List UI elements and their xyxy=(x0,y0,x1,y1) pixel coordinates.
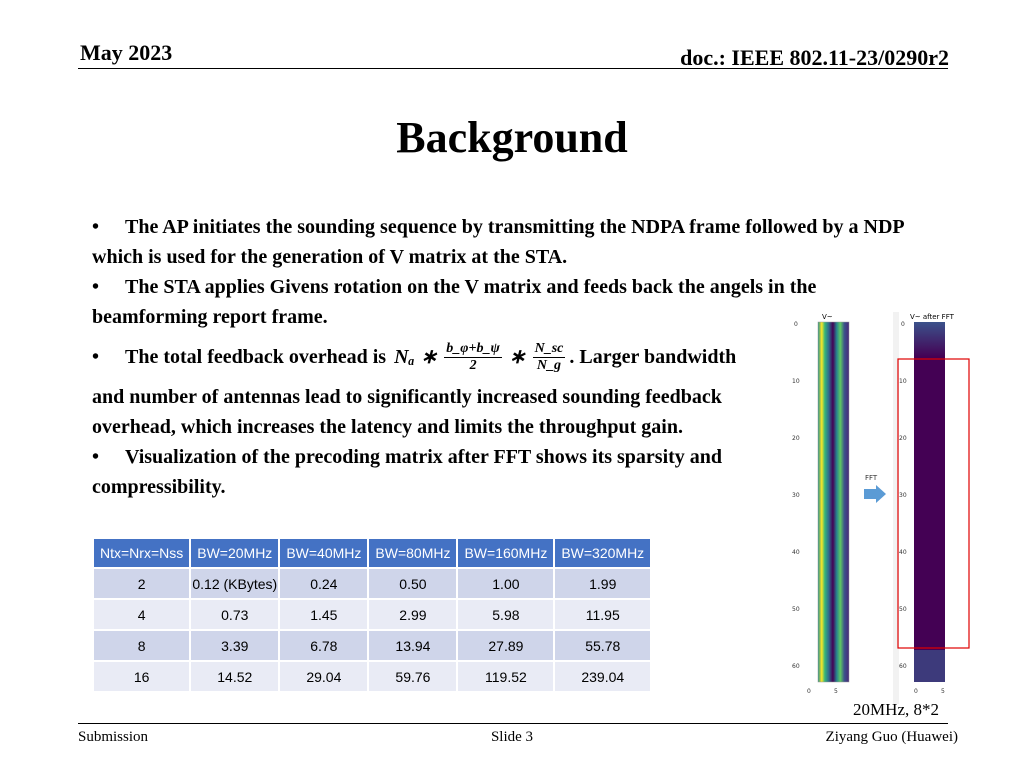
y-tick-label: 50 xyxy=(899,606,907,613)
bullet-3-continuation: and number of antennas lead to significantly increased sounding feedback overhead, which increases the latency and limits the throughput gain. xyxy=(92,386,722,438)
table-header-cell: BW=20MHz xyxy=(191,539,278,567)
header-doc-id: doc.: IEEE 802.11-23/0290r2 xyxy=(680,45,949,70)
y-tick-label: 10 xyxy=(899,378,907,385)
table-header-cell: BW=40MHz xyxy=(280,539,367,567)
right-heatmap-bottom-band xyxy=(914,650,945,682)
table-header-cell: BW=160MHz xyxy=(458,539,553,567)
left-heatmap xyxy=(818,322,849,682)
right-heatmap xyxy=(914,322,945,682)
footer-submission: Submission xyxy=(78,729,149,745)
y-tick-label: 40 xyxy=(899,549,907,556)
x-tick-label: 0 xyxy=(807,688,811,695)
table-cell: 5.98 xyxy=(458,600,553,629)
bullet-dot: • xyxy=(92,216,100,238)
table-cell: 1.00 xyxy=(458,569,553,598)
fft-arrow-icon xyxy=(864,485,886,503)
table-cell: 1.99 xyxy=(555,569,650,598)
y-tick-label: 20 xyxy=(792,435,800,442)
bullet-1 xyxy=(92,212,922,272)
fraction-denominator: N_g xyxy=(536,357,562,373)
y-tick-label: 60 xyxy=(899,663,907,670)
table-cell: 55.78 xyxy=(555,631,650,660)
table-cell: 6.78 xyxy=(280,631,367,660)
fft-label: FFT xyxy=(865,474,878,482)
bullet-4-text: Visualization of the precoding matrix after FFT shows its sparsity and compressibility. xyxy=(92,446,723,498)
table-row xyxy=(94,662,650,691)
y-tick-label: 30 xyxy=(899,492,907,499)
footer-divider xyxy=(78,723,948,724)
table-cell: 14.52 xyxy=(191,662,278,691)
right-y-axis xyxy=(899,321,907,670)
bullet-3-prefix: The total feedback overhead is xyxy=(125,346,387,368)
bullet-4 xyxy=(92,442,772,502)
y-tick-label: 10 xyxy=(792,378,800,385)
table-row xyxy=(94,631,650,660)
table-cell: 2.99 xyxy=(369,600,456,629)
footer-slide-number: Slide 3 xyxy=(490,729,534,745)
table-cell: 16 xyxy=(94,662,189,691)
bullet-1-text: The AP initiates the sounding sequence by transmitting the NDPA frame followed by a NDP which is used for the generation of V matrix at the STA. xyxy=(92,216,904,268)
table-cell: 59.76 xyxy=(369,662,456,691)
table-header-cell: Ntx=Nrx=Nss xyxy=(94,539,189,567)
bullet-dot: • xyxy=(92,446,100,468)
table-row xyxy=(94,600,650,629)
table-cell: 1.45 xyxy=(280,600,367,629)
y-tick-label: 20 xyxy=(899,435,907,442)
table-cell: 27.89 xyxy=(458,631,553,660)
table-cell: 29.04 xyxy=(280,662,367,691)
y-tick-label: 0 xyxy=(794,321,798,328)
right-heatmap-title: V~ after FFT xyxy=(910,313,954,321)
formula-times: ∗ xyxy=(420,346,438,368)
table-cell: 4 xyxy=(94,600,189,629)
formula-times: ∗ xyxy=(508,346,526,368)
table-cell: 8 xyxy=(94,631,189,660)
table-cell: 2 xyxy=(94,569,189,598)
table-cell: 11.95 xyxy=(555,600,650,629)
fraction-denominator: 2 xyxy=(469,357,477,373)
table-cell: 239.04 xyxy=(555,662,650,691)
table-header-cell: BW=320MHz xyxy=(555,539,650,567)
table-header-row xyxy=(94,539,650,567)
x-tick-label: 5 xyxy=(834,688,838,695)
table-row xyxy=(94,569,650,598)
left-y-axis xyxy=(792,321,800,670)
bullet-dot: • xyxy=(92,276,100,298)
table-header-cell: BW=80MHz xyxy=(369,539,456,567)
table-cell: 3.39 xyxy=(191,631,278,660)
y-tick-label: 30 xyxy=(792,492,800,499)
precoding-matrix-figure xyxy=(790,312,975,704)
right-heatmap-top-band xyxy=(914,322,945,357)
header-date: May 2023 xyxy=(80,40,173,65)
table-cell: 0.50 xyxy=(369,569,456,598)
table-cell: 13.94 xyxy=(369,631,456,660)
bullet-dot: • xyxy=(92,346,100,368)
formula-fraction-subcarriers xyxy=(533,341,566,374)
table-cell: 0.12 (KBytes) xyxy=(191,569,278,598)
left-heatmap-title: V~ xyxy=(822,313,833,321)
x-tick-label: 0 xyxy=(914,688,918,695)
figure-caption: 20MHz, 8*2 xyxy=(853,700,939,719)
y-tick-label: 40 xyxy=(792,549,800,556)
overhead-table xyxy=(92,537,652,693)
fraction-numerator: N_sc xyxy=(534,340,564,356)
bullet-2-text: The STA applies Givens rotation on the V matrix and feeds back the angels in the beamforming report frame. xyxy=(92,276,817,328)
fraction-numerator: b_φ+b_ψ xyxy=(446,340,500,356)
table-cell: 119.52 xyxy=(458,662,553,691)
formula-fraction-bits xyxy=(444,341,502,374)
table-cell: 0.73 xyxy=(191,600,278,629)
slide-title: Background xyxy=(396,113,628,162)
x-tick-label: 5 xyxy=(941,688,945,695)
footer-author: Ziyang Guo (Huawei) xyxy=(825,729,958,745)
y-tick-label: 50 xyxy=(792,606,800,613)
formula-na: Nₐ xyxy=(394,346,415,368)
right-x-axis xyxy=(914,688,945,695)
y-tick-label: 0 xyxy=(901,321,905,328)
left-x-axis xyxy=(807,688,838,695)
table-cell: 0.24 xyxy=(280,569,367,598)
y-tick-label: 60 xyxy=(792,663,800,670)
header-divider xyxy=(78,68,948,69)
bullet-3-suffix: . Larger bandwidth xyxy=(569,346,737,368)
